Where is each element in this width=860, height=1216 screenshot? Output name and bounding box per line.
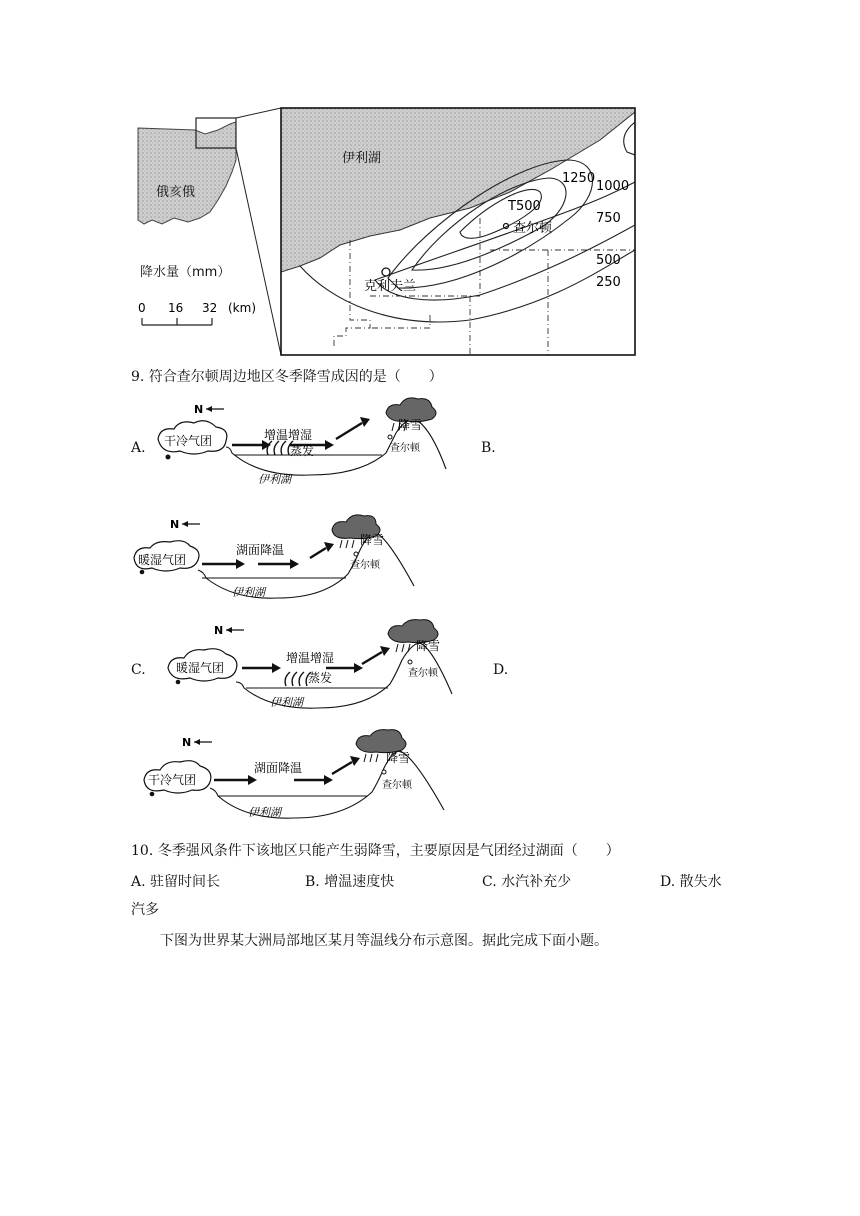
svg-text:干冷气团: 干冷气团 [164,434,213,448]
svg-text:N: N [214,624,224,637]
svg-text:增温增湿: 增温增湿 [286,651,335,665]
question-9-stem: 9. 符合查尔顿周边地区冬季降雪成因的是（ ） [131,369,443,385]
svg-text:查尔顿: 查尔顿 [408,668,438,679]
svg-text:增温增湿: 增温增湿 [264,428,313,442]
precipitation-map-figure [130,100,640,358]
svg-text:湖面降温: 湖面降温 [254,761,303,775]
svg-text:干冷气团: 干冷气团 [148,773,197,787]
ohio-shape [138,122,236,224]
contour-label: 500 [596,253,621,268]
svg-text:暖湿气团: 暖湿气团 [176,661,225,675]
svg-text:查尔顿: 查尔顿 [382,780,412,791]
intro-paragraph: 下图为世界某大洲局部地区某月等温线分布示意图。据此完成下面小题。 [160,933,608,949]
option-c-letter[interactable]: C. [131,662,146,678]
option-d-diagram[interactable] [138,728,448,828]
lake-label: 伊利湖 [342,151,382,166]
svg-text:伊利湖: 伊利湖 [270,696,303,709]
option-c-diagram[interactable] [162,618,462,718]
legend-label: 降水量（mm） [140,265,231,280]
option-d-letter[interactable]: D. [493,662,509,678]
svg-text:查尔顿: 查尔顿 [390,443,420,454]
contour-label: 250 [596,275,621,290]
contour-label: T500 [508,199,541,214]
svg-text:16: 16 [168,301,184,315]
contour-label: 1250 [562,171,596,186]
q10-option-a[interactable]: A. 驻留时间长 [131,874,221,890]
question-10-stem: 10. 冬季强风条件下该地区只能产生弱降雪，主要原因是气团经过湖面（ ） [131,843,620,859]
q10-option-d-wrap: 汽多 [131,902,159,918]
svg-text:降雪: 降雪 [398,418,423,432]
svg-text:湖面降温: 湖面降温 [236,543,285,557]
svg-text:暖湿气团: 暖湿气团 [138,553,187,567]
main-map [281,108,635,355]
contour-label: 1000 [596,179,630,194]
q10-option-b[interactable]: B. 增温速度快 [305,874,395,890]
city-label-chaerdun: 查尔顿 [513,221,553,236]
svg-text:蒸发: 蒸发 [308,671,333,685]
svg-text:0: 0 [138,301,146,315]
option-b-letter[interactable]: B. [481,440,496,456]
option-b-diagram[interactable] [128,512,428,607]
svg-text:降雪: 降雪 [360,533,385,547]
city-label-cleveland: 克利夫兰 [364,279,417,294]
svg-text:降雪: 降雪 [416,639,441,653]
contour-label: 750 [596,211,621,226]
svg-text:32: 32 [202,301,218,315]
svg-text:伊利湖: 伊利湖 [258,473,291,486]
svg-text:伊利湖: 伊利湖 [248,806,281,819]
svg-text:N: N [170,518,180,531]
city-marker-cleveland [382,268,390,276]
svg-text:蒸发: 蒸发 [290,444,315,458]
option-a-letter[interactable]: A. [131,440,146,456]
svg-text:降雪: 降雪 [386,751,411,765]
q10-option-c[interactable]: C. 水汽补充少 [482,874,572,890]
svg-text:伊利湖: 伊利湖 [232,586,265,599]
scale-bar [138,301,256,325]
svg-text:N: N [182,736,192,749]
q10-option-d[interactable]: D. 散失水 [660,874,722,890]
svg-text:查尔顿: 查尔顿 [350,560,380,571]
option-a-diagram[interactable] [150,393,460,493]
svg-text:(km): (km) [228,301,257,315]
inset-state-label: 俄亥俄 [156,185,196,200]
svg-text:N: N [194,403,204,416]
